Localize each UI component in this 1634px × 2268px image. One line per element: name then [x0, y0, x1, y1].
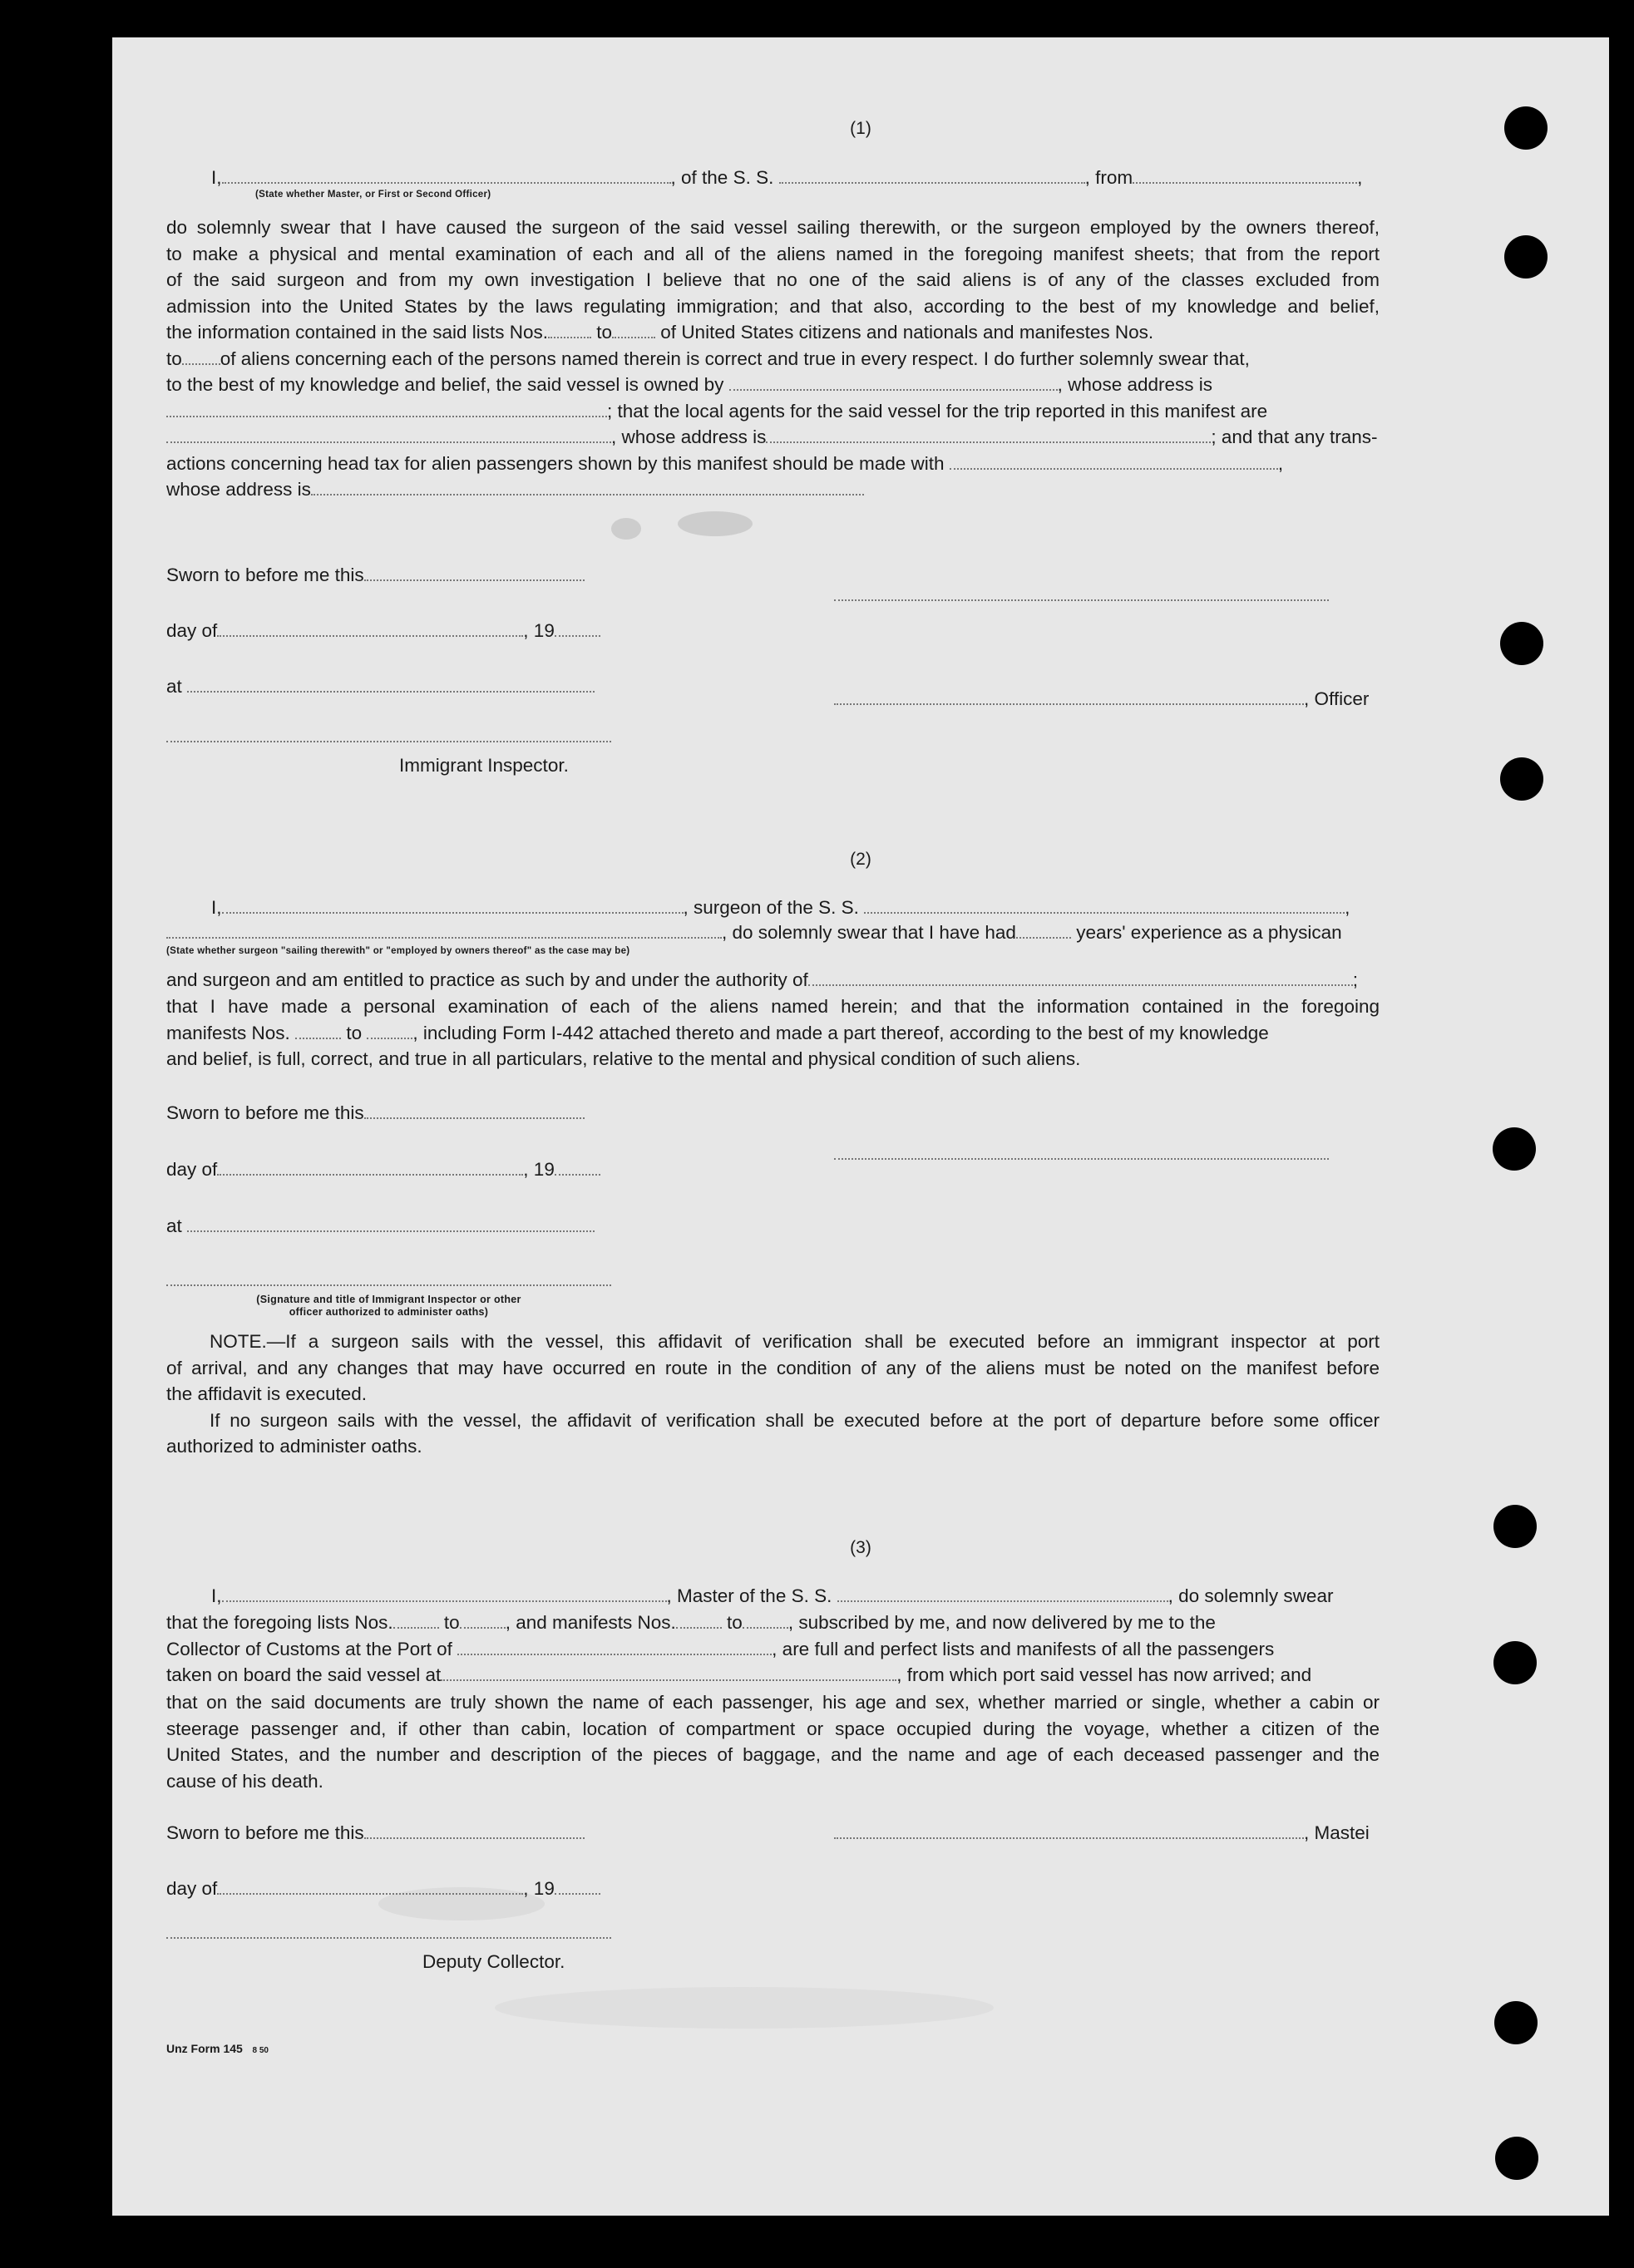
- inspector-label: Immigrant Inspector.: [399, 755, 569, 776]
- agents-line: ; that the local agents for the said vessel for the trip reported in this manifest are: [166, 398, 1380, 425]
- punch-hole-icon: [1500, 757, 1543, 801]
- punch-hole-icon: [1493, 1127, 1536, 1171]
- body-line: do solemnly swear that I have caused the surgeon of the said vessel sailing therewith, or the surgeon employed by the owners thereof,: [166, 217, 1380, 238]
- at-line-2: at: [166, 1215, 595, 1238]
- master-signature-line: , Mastei: [834, 1822, 1370, 1845]
- form-number: Unz Form 145 8 50: [166, 2042, 269, 2055]
- inspector-signature-line: [166, 1284, 611, 1286]
- punch-hole-icon: [1493, 1641, 1537, 1684]
- section-1-number: (1): [850, 119, 871, 138]
- body-line: steerage passenger and, if other than cabin, location of compartment or space occupied during the voyage, whether a citizen of the: [166, 1718, 1380, 1739]
- day-line-2: day of , 19: [166, 1158, 600, 1181]
- whose-address-line: whose address is: [166, 476, 1380, 503]
- section-3-number: (3): [850, 1538, 871, 1557]
- document-sheet: [112, 37, 1609, 2216]
- section-1-line-1: I, , of the S. S. , from ,: [211, 167, 1363, 188]
- body-line: of the said surgeon and from my own investigation I believe that no one of the said aliens is of any of the classes excluded from: [166, 269, 1380, 290]
- section-2-body: [166, 993, 1380, 1072]
- manifests-line: manifests Nos. to , including Form I-442 attached thereto and made a part thereof, according to the best of my knowledge: [166, 1022, 1269, 1043]
- punch-hole-icon: [1500, 622, 1543, 665]
- day-line-1: day of , 19: [166, 619, 600, 643]
- surgeon-note: (State whether surgeon "sailing therewith" or "employed by owners thereof" as the case may be): [166, 946, 630, 956]
- punch-hole-icon: [1504, 235, 1548, 279]
- owned-line: to the best of my knowledge and belief, the said vessel is owned by , whose address is: [166, 374, 1213, 395]
- day-line-3: day of , 19: [166, 1877, 600, 1901]
- body-line: to make a physical and mental examination of each and all of the aliens named in the foregoing manifest sheets; that from the report: [166, 243, 1380, 264]
- section-1-body: [166, 214, 1380, 503]
- punch-hole-icon: [1494, 2001, 1538, 2044]
- note-line: authorized to administer oaths.: [166, 1436, 422, 1457]
- signature-line: [834, 1158, 1329, 1160]
- section-3-line-4: taken on board the said vessel at , from which port said vessel has now arrived; and: [166, 1664, 1312, 1685]
- body-line: that on the said documents are truly shown the name of each passenger, his age and sex, whether married or single, whether a cabin or: [166, 1692, 1380, 1713]
- body-line: that I have made a personal examination of each of the aliens named herein; and that the information contained in the foregoing: [166, 996, 1380, 1017]
- punch-hole-icon: [1495, 2137, 1538, 2180]
- note-line: If no surgeon sails with the vessel, the affidavit of verification shall be executed before at the port of departure before some officer: [210, 1409, 1380, 1431]
- sworn-line-2: Sworn to before me this: [166, 1102, 585, 1125]
- ink-stain: [611, 518, 641, 540]
- section-2-line-2: , do solemnly swear that I have had years' experience as a physican: [166, 921, 1342, 944]
- section-2-line-1: I, , surgeon of the S. S. ,: [211, 897, 1350, 918]
- inspector-signature-line: [166, 741, 611, 742]
- ink-stain: [495, 1987, 994, 2029]
- collector-label: Deputy Collector.: [422, 1951, 565, 1972]
- note-line: the affidavit is executed.: [166, 1383, 367, 1404]
- signature-line: [834, 599, 1329, 601]
- body-line: admission into the United States by the laws regulating immigration; and that also, according to the best of my knowledge and belief,: [166, 295, 1380, 317]
- section-3-line-2: that the foregoing lists Nos. to , and manifests Nos. to , subscribed by me, and now delivered by me to the: [166, 1612, 1216, 1633]
- section-3-body: [166, 1689, 1380, 1794]
- body-line: United States, and the number and description of the pieces of baggage, and the name and age of each deceased passenger and the: [166, 1744, 1380, 1765]
- section-2-number: (2): [850, 850, 871, 869]
- officer-signature-line: , Officer: [834, 688, 1369, 711]
- lists-nos-line: the information contained in the said lists Nos. to of United States citizens and nationals and manifestes Nos.: [166, 322, 1154, 343]
- note-line: of arrival, and any changes that may have occurred en route in the condition of any of the aliens must be noted on the manifest before: [166, 1357, 1380, 1378]
- authority-line: and surgeon and am entitled to practice as such by and under the authority of ;: [166, 969, 1359, 990]
- signature-note: (Signature and title of Immigrant Inspector or other officer authorized to administer oaths): [256, 1294, 521, 1318]
- note-block: [166, 1329, 1380, 1460]
- officer-note: (State whether Master, or First or Second Officer): [255, 190, 491, 200]
- aliens-line: to of aliens concerning each of the persons named therein is correct and true in every respect. I do further solemnly swear that,: [166, 348, 1250, 369]
- body-line: and belief, is full, correct, and true in all particulars, relative to the mental and physical condition of such aliens.: [166, 1048, 1081, 1069]
- section-3-line-3: Collector of Customs at the Port of , are full and perfect lists and manifests of all the passengers: [166, 1639, 1275, 1659]
- body-line: cause of his death.: [166, 1770, 323, 1792]
- ink-stain: [678, 511, 753, 536]
- note-line: NOTE.—If a surgeon sails with the vessel, this affidavit of verification shall be executed before an immigrant inspector at port: [210, 1331, 1380, 1352]
- at-line-1: at: [166, 675, 595, 698]
- sworn-line-3: Sworn to before me this: [166, 1822, 585, 1845]
- head-tax-line: actions concerning head tax for alien passengers shown by this manifest should be made with ,: [166, 452, 1284, 474]
- address-line: , whose address is ; and that any trans-: [166, 424, 1380, 451]
- section-3-line-1: I, , Master of the S. S. , do solemnly swear: [211, 1585, 1334, 1606]
- sworn-line-1: Sworn to before me this: [166, 564, 585, 587]
- collector-signature-line: [166, 1937, 611, 1939]
